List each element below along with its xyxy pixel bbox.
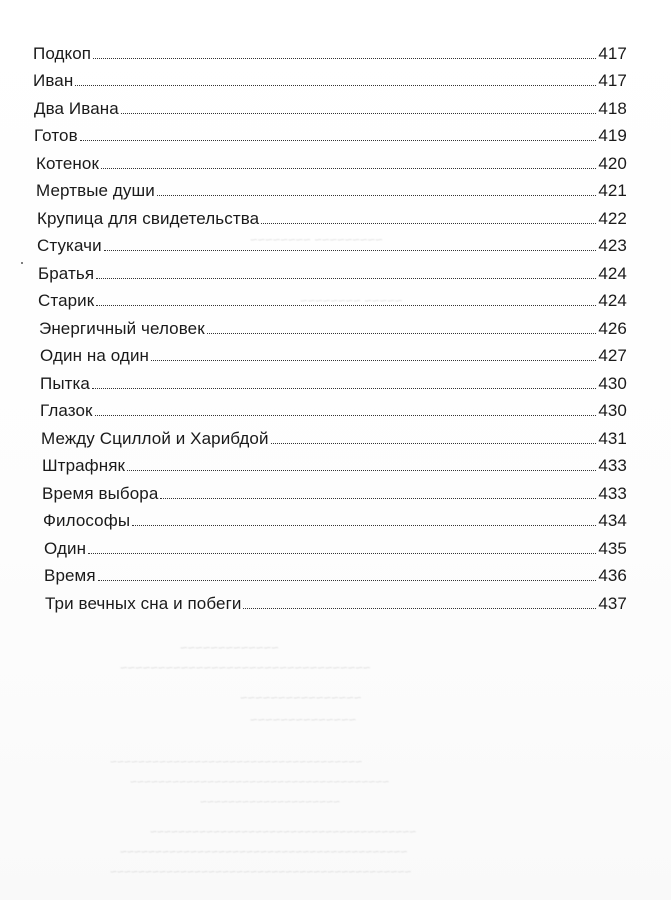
dot-leader — [104, 250, 597, 251]
toc-entry-page: 426 — [598, 318, 627, 338]
toc-entry-title: Мертвые души — [36, 181, 155, 200]
dot-leader — [121, 113, 597, 114]
toc-entry-title: Штрафняк — [42, 456, 126, 475]
toc-entry-title: Иван — [33, 71, 74, 90]
show-through-texture: ~~~~~~~~~~~~~~~~~~~~~~~~~~~~~~~~~~~~ — [110, 755, 363, 769]
toc-entry-page: 427 — [598, 346, 627, 365]
paper-speck — [21, 262, 23, 264]
toc-entry-title: Подкоп — [33, 43, 92, 63]
toc-entry[interactable] — [33, 366, 627, 394]
toc-entry[interactable] — [33, 586, 627, 614]
toc-entry[interactable] — [33, 36, 627, 64]
toc-entry-page: 433 — [598, 483, 627, 503]
toc-entry[interactable] — [33, 531, 627, 559]
toc-entry-page: 423 — [598, 236, 627, 255]
toc-entry[interactable] — [33, 119, 627, 147]
toc-entry[interactable] — [33, 229, 627, 257]
toc-entry[interactable] — [33, 201, 627, 229]
toc-entry-title: Между Сциллой и Харибдой — [41, 428, 269, 448]
dot-leader — [98, 580, 597, 581]
toc-entry[interactable] — [33, 559, 627, 587]
toc-entry-page: 435 — [598, 538, 627, 558]
dot-leader — [75, 85, 596, 86]
toc-entry-page: 420 — [598, 153, 627, 173]
toc-entry-page: 421 — [598, 181, 627, 200]
toc-entry[interactable] — [33, 64, 627, 92]
show-through-texture: ~~~~~ ~~~~~~~~ — [300, 293, 403, 308]
dot-leader — [261, 223, 596, 224]
toc-entry-title: Братья — [38, 263, 95, 283]
toc-entry[interactable] — [33, 91, 627, 119]
show-through-texture: ~~~~~~~~~~~~~ — [180, 640, 279, 655]
toc-entry-page: 431 — [598, 428, 627, 448]
toc-entry-page: 430 — [598, 401, 627, 420]
toc-entry-title: Глазок — [40, 401, 93, 420]
toc-entry[interactable] — [33, 256, 627, 284]
toc-entry-title: Один — [44, 538, 87, 558]
toc-entry-title: Крупица для свидетельства — [37, 208, 260, 228]
toc-entry-page: 437 — [598, 593, 627, 613]
dot-leader — [271, 443, 597, 444]
toc-entry-title: Один на один — [40, 346, 150, 365]
show-through-texture: ~~~~~~~~~~~~~~~~~~~~~~~~~~~~~~~~~~~~~~~~~ — [120, 845, 408, 859]
toc-entry-page: 436 — [598, 566, 627, 585]
toc-entry[interactable] — [33, 339, 627, 367]
toc-entry-title: Энергичный человек — [39, 318, 205, 338]
dot-leader — [160, 498, 596, 499]
toc-entry-title: Старик — [38, 291, 95, 310]
toc-entry[interactable] — [33, 421, 627, 449]
dot-leader — [157, 195, 596, 196]
dot-leader — [88, 553, 596, 554]
toc-entry-page: 424 — [598, 291, 627, 310]
toc-entry-page: 418 — [598, 98, 627, 118]
toc-entry-title: Стукачи — [37, 236, 102, 255]
table-of-contents — [33, 36, 627, 614]
dot-leader — [80, 140, 597, 141]
show-through-texture: ~~~~~~~~~~~~~~~~~~~~~~~~~~~~~~~~~ — [120, 660, 371, 675]
toc-entry-title: Философы — [43, 511, 131, 530]
toc-entry[interactable] — [33, 174, 627, 202]
toc-entry-title: Котенок — [36, 153, 100, 173]
toc-entry-title: Время — [44, 566, 96, 585]
toc-entry-page: 422 — [598, 208, 627, 228]
toc-entry-page: 434 — [598, 511, 627, 530]
dot-leader — [101, 168, 596, 169]
toc-entry[interactable] — [33, 146, 627, 174]
toc-entry-page: 433 — [598, 456, 627, 475]
show-through-texture: ~~~~~~~~~~~~~~~~~~~~~~~~~~~~~~~~~~~~~ — [130, 775, 390, 789]
toc-entry[interactable] — [33, 504, 627, 532]
toc-entry[interactable] — [33, 476, 627, 504]
show-through-texture: ~~~~~~~~~ ~~~~~~~~ — [250, 232, 383, 247]
toc-entry-page: 419 — [598, 126, 627, 145]
dot-leader — [127, 470, 596, 471]
dot-leader — [151, 360, 596, 361]
toc-entry-page: 430 — [598, 373, 627, 393]
toc-entry-title: Три вечных сна и побеги — [45, 593, 242, 613]
dot-leader — [96, 278, 596, 279]
toc-entry[interactable] — [33, 311, 627, 339]
toc-entry[interactable] — [33, 449, 627, 477]
dot-leader — [96, 305, 596, 306]
show-through-texture: ~~~~~~~~~~~~~~~~~~~~ — [200, 795, 341, 809]
show-through-texture: ~~~~~~~~~~~~~~~~~~~~~~~~~~~~~~~~~~~~~~ — [150, 825, 417, 839]
toc-entry-title: Время выбора — [42, 483, 159, 503]
toc-entry-page: 424 — [598, 263, 627, 283]
dot-leader — [132, 525, 596, 526]
dot-leader — [95, 415, 597, 416]
toc-entry-page: 417 — [598, 43, 627, 63]
toc-entry[interactable] — [33, 284, 627, 312]
toc-entry-title: Готов — [34, 126, 78, 145]
show-through-texture: ~~~~~~~~~~~~~~~~~~~~~~~~~~~~~~~~~~~~~~~~~~~ — [110, 865, 412, 879]
toc-entry-title: Два Ивана — [34, 98, 119, 118]
show-through-texture: ~~~~~~~~~~~~~~ — [250, 712, 357, 727]
dot-leader — [93, 58, 596, 59]
dot-leader — [207, 333, 597, 334]
dot-leader — [243, 608, 596, 609]
toc-entry[interactable] — [33, 394, 627, 422]
show-through-texture: ~~~~~~~~~~~~~~~~ — [240, 690, 362, 705]
toc-entry-title: Пытка — [40, 373, 90, 393]
dot-leader — [92, 388, 596, 389]
toc-entry-page: 417 — [598, 71, 627, 90]
